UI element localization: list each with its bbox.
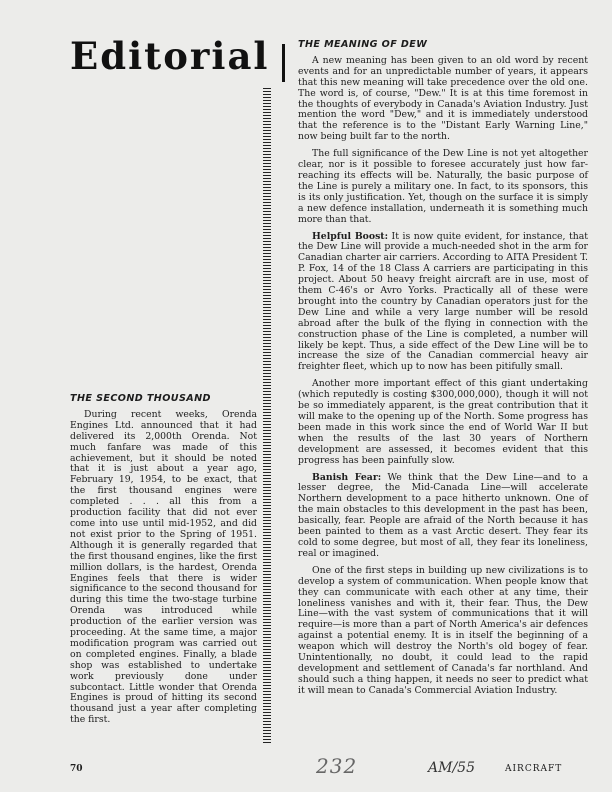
page-number: 70 — [70, 764, 83, 774]
dew-paragraph-1: A new meaning has been given to an old word by recent events and for an unpredictable number of years, it appears that this new meaning will take precedence over the old one. The word is, of course, "Dew." It is at this time foremost in the thoughts of everybody in Canada's Aviation Industry. Just mention the word "Dew," and it is immediately understood that the reference is to the "Distant Early Warning Line," now being built far to the north. — [298, 54, 588, 143]
dew-title: THE MEANING OF DEW — [298, 39, 428, 50]
thousand-article — [70, 394, 257, 732]
handwritten-date: AM/55 — [428, 760, 475, 776]
dew-paragraph-3-text: It is now quite evident, for instance, that the Dew Line will provide a much-needed shot in the arm for Canadian charter air carriers. According to AITA President T. P. Fox, 14 of the 18 Class A carriers are participating in this project. About 50 heavy freight aircraft are in use, most of them C-46's or Avro Yorks. Practically all of these were brought into the country by Canadian operators just for the Dew Line and while a very large number will be resold abroad after the bulk of the flying in connection with the construction phase of the Line is completed, a number will likely be kept. Thus, a side effect of the Dew Line will be to increase the size of the Canadian commercial heavy air freighter fleet, which up to now has been pitifully small. — [298, 230, 588, 373]
banish-fear-lead: Banish Fear: — [312, 471, 382, 483]
column-divider — [263, 88, 271, 744]
dew-paragraph-4: Another more important effect of this giant undertaking (which reputedly is costing $300,000,000), though it will not be so immediately apparent, is the great contribution that it will make to the opening up of the North. Some progress has been made in this work since the end of World War II but when the results of the last 30 years of Northern development are assessed, it becomes evident that this progress has been painfully slow. — [298, 378, 588, 466]
masthead-title: Editorial — [70, 34, 270, 78]
magazine-name: AIRCRAFT — [505, 764, 563, 774]
helpful-boost-lead: Helpful Boost: — [312, 230, 389, 242]
dew-paragraph-6: One of the first steps in building up new civilizations is to develop a system of communication. When people know that they can communicate with each other at any time, their loneliness vanishes and with it, their fear. Thus, the Dew Line—with the vast system of communications that it will require—is more than a part of North America's air defences against a potential enemy. It is in itself the beginning of a weapon which will destroy the North's old bogey of fear. Unintentionally, no doubt, it could lead to the rapid development and settlement of Canada's far northland. And should such a thing happen, it needs no seer to predict what it will mean to Canada's Commercial Aviation Industry. — [298, 564, 588, 696]
handwritten-number: 232 — [316, 754, 358, 778]
dew-paragraph-3 — [298, 232, 588, 374]
page-footer — [70, 754, 590, 780]
dew-paragraph-2: The full significance of the Dew Line is not yet altogether clear, nor is it possible to foresee accurately just how far-reaching its effects will be. Naturally, the basic purpose of the Line is purely a military one. In fact, to its sponsors, this is its only justification. Yet, though on the surface it is simply a new defence installation, underneath it is something much more than that. — [298, 148, 588, 225]
dew-paragraph-5 — [298, 473, 588, 560]
masthead-rule — [282, 44, 285, 82]
dew-article — [298, 40, 588, 703]
thousand-paragraph-1: During recent weeks, Orenda Engines Ltd. announced that it had delivered its 2,000th Orenda. Not much fanfare was made of this achievement, but it should be noted that it is just about a year ago, February 19, 1954, to be exact, that the first thousand engines were completed . . . all this from a production facility that did not ever come into use until mid-1952, and did not exist prior to the Spring of 1951. Although it is generally regarded that the first thousand engines, like the first million dollars, is the hardest, Orenda Engines feels that there is wider significance to the second thousand for during this time the two-stage turbine Orenda was introduced while production of the earlier version was proceeding. At the same time, a major modification program was carried out on completed engines. Finally, a blade shop was established to undertake work previously done under subcontact. Little wonder that Orenda Engines is proud of hitting its second thousand just a year after completing the first. — [70, 408, 257, 726]
thousand-title: THE SECOND THOUSAND — [70, 393, 211, 404]
dew-paragraph-5-text: We think that the Dew Line—and to a lesser degree, the Mid-Canada Line—will accelerate Northern development to a pace hitherto unknown. One of the main obstacles to this development in the past has been, basically, fear. People are afraid of the North because it has been painted to them as a vast Arctic desert. They fear its cold to some degree, but most of all, they fear its loneliness, real or imagined. — [298, 471, 588, 559]
